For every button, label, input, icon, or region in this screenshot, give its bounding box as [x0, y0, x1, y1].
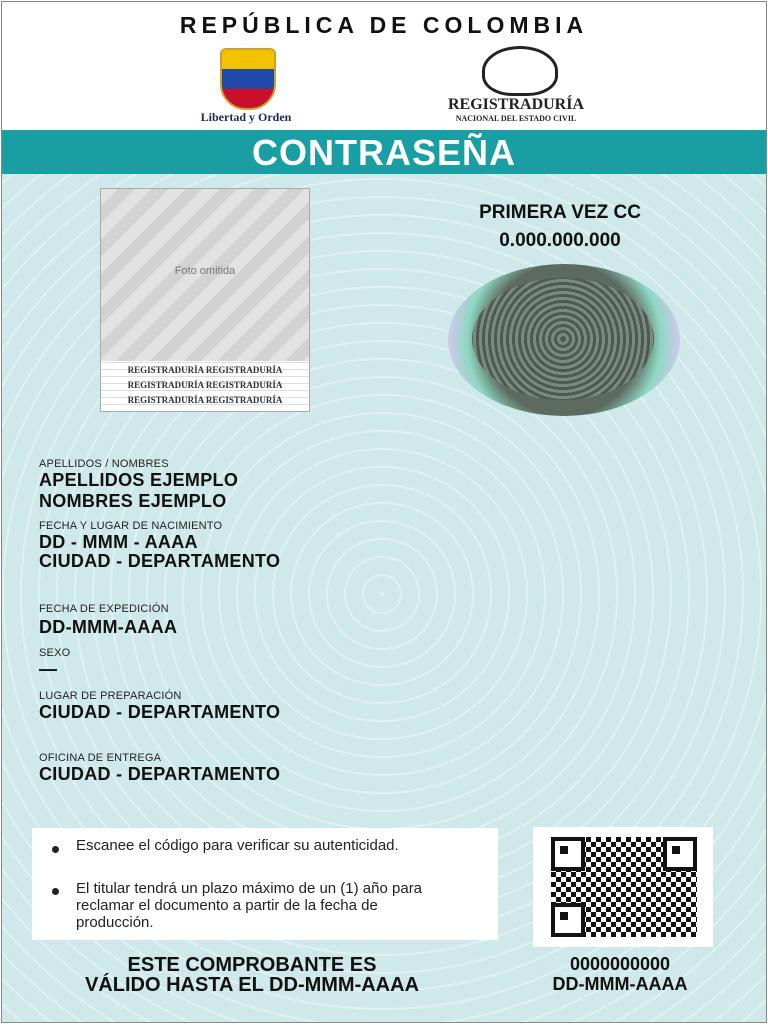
qr-finder-icon — [551, 837, 585, 871]
qr-code-icon — [551, 837, 697, 937]
document-type: PRIMERA VEZ CC — [479, 202, 641, 223]
birth-label: FECHA Y LUGAR DE NACIMIENTO — [39, 520, 223, 532]
holder-photo — [100, 188, 310, 412]
barcode-date: DD-MMM-AAAA — [552, 974, 688, 994]
registry-logo — [426, 46, 606, 126]
bullet-icon — [52, 846, 59, 853]
office-label: OFICINA DE ENTREGA — [39, 752, 162, 764]
hologram-core — [472, 278, 654, 400]
hologram-icon — [448, 264, 680, 416]
document-number: 0.000.000.000 — [499, 230, 621, 251]
barcode-number: 0000000000 — [569, 954, 671, 974]
prep-place-value: CIUDAD - DEPARTAMENTO — [39, 702, 281, 722]
id-receipt-card — [1, 1, 767, 1023]
country-title: REPÚBLICA DE COLOMBIA — [179, 12, 589, 38]
photo-placeholder-note: Foto omitida — [174, 265, 236, 277]
registry-subtitle: NACIONAL DEL ESTADO CIVIL — [455, 114, 577, 123]
strip-text-2: REGISTRADURÍA REGISTRADURÍA — [127, 380, 283, 390]
issue-date-label: FECHA DE EXPEDICIÓN — [39, 603, 169, 615]
notes-box — [32, 828, 498, 940]
birth-place-value: CIUDAD - DEPARTAMENTO — [39, 551, 281, 571]
issue-date-value: DD-MMM-AAAA — [39, 617, 178, 637]
header — [2, 2, 766, 130]
sex-value: — — [39, 659, 58, 679]
strip-text-1: REGISTRADURÍA REGISTRADURÍA — [127, 365, 283, 375]
prep-place-label: LUGAR DE PREPARACIÓN — [39, 690, 182, 702]
seal-motto: Libertad y Orden — [200, 110, 292, 124]
qr-code-box — [533, 827, 713, 947]
qr-finder-icon — [663, 837, 697, 871]
birth-date-value: DD - MMM - AAAA — [39, 532, 198, 552]
coat-of-arms-icon — [220, 48, 276, 110]
office-value: CIUDAD - DEPARTAMENTO — [39, 764, 281, 784]
validity-line-1: ESTE COMPROBANTE ES — [127, 954, 377, 976]
registry-name: REGISTRADURÍA — [447, 96, 585, 113]
sex-label: SEXO — [39, 647, 71, 659]
surname-value: APELLIDOS EJEMPLO — [39, 470, 239, 490]
qr-finder-icon — [551, 903, 585, 937]
photo-security-strip — [101, 361, 309, 411]
document-title: CONTRASEÑA — [251, 132, 516, 173]
strip-text-3: REGISTRADURÍA REGISTRADURÍA — [127, 395, 283, 405]
bullet-icon — [52, 888, 59, 895]
given-names-value: NOMBRES EJEMPLO — [39, 491, 227, 511]
validity-line-2: VÁLIDO HASTA EL DD-MMM-AAAA — [84, 974, 420, 996]
title-band — [2, 130, 766, 174]
registry-emblem-icon — [482, 46, 558, 96]
coat-of-arms-seal — [198, 42, 294, 126]
note-verify: Escanee el código para verificar su autenticidad. — [76, 837, 399, 854]
note-claim-deadline: El titular tendrá un plazo máximo de un (1) año para reclamar el documento a partir de la fecha de producción. — [76, 880, 423, 931]
names-label: APELLIDOS / NOMBRES — [39, 458, 169, 470]
